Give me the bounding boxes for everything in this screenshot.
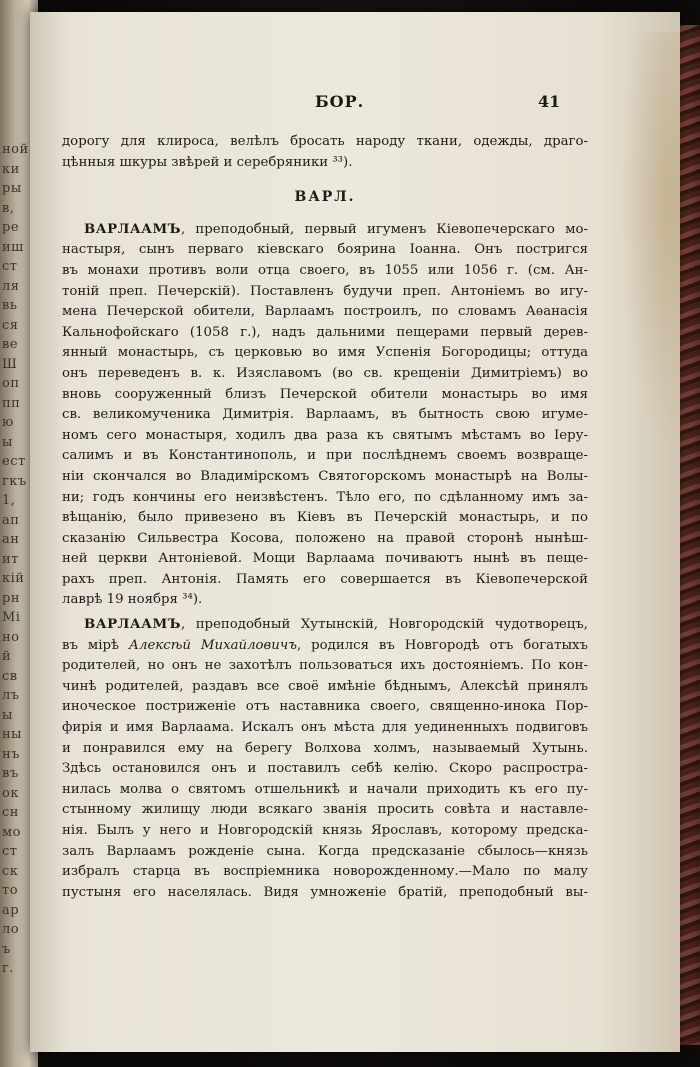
left-page-fragment: лъ (2, 688, 20, 703)
entry-body (62, 240, 588, 590)
left-page-fragment: гкъ (2, 473, 27, 489)
text-line: св. великомученика Димитрія. Варлаамъ, въ бытность свою игуме- (62, 407, 588, 423)
text-line: янный монастырь, съ церковью во имя Успенія Богородицы; оттуда (62, 345, 588, 361)
left-page-fragment: но (2, 629, 20, 645)
text-line: вѣщанію, было привезено въ Кіевъ въ Печерскій монастырь, и по (62, 510, 588, 526)
text-line: фирія и имя Варлаама. Искалъ онъ мѣста для уединенныхъ подвиговъ (62, 720, 588, 736)
left-page-fragment: пп (2, 395, 21, 411)
left-page-fragment: ы (2, 434, 13, 450)
left-page-fragment: вь (2, 298, 18, 313)
left-page-fragment: ъ (2, 941, 11, 957)
text-line: тоній преп. Печерскій). Поставленъ будучи преп. Антоніемъ во игу- (62, 283, 588, 299)
text-line: нія. Былъ у него и Новгородскій князь Ярославъ, которому предска- (62, 823, 588, 838)
text-line: чинѣ родителей, раздавъ все своё имѣніе бѣднымъ, Алексѣй принялъ (62, 678, 588, 694)
left-page-fragment: г. (2, 961, 14, 976)
entry-first-line (62, 615, 588, 636)
text-line: ніи скончался во Владимірскомъ Святогорскомъ монастырѣ на Волы- (62, 468, 588, 484)
left-page-fragment: ит (2, 551, 19, 567)
left-page-fragment: ст (2, 259, 18, 274)
left-page-fragment: ре (2, 220, 20, 235)
text-line: цѣнныя шкуры звѣрей и серебряники ³³). (62, 154, 353, 170)
text-line: ни; годъ кончины его неизвѣстенъ. Тѣло его, по сдѣланному имъ за- (62, 489, 588, 505)
left-page-fragment: ан (2, 532, 20, 547)
text-line: пустыня его населялась. Видя умноженіе братій, преподобный вы- (62, 884, 588, 900)
text-line: стынному жилищу люди всякаго званія просить совѣта и наставле- (62, 802, 588, 818)
left-page-fragment: ля (2, 278, 20, 294)
left-page-fragment: иш (2, 239, 24, 255)
running-head: БОР. (315, 92, 365, 111)
text-line: вновь сооруженный близъ Печерской обители монастырь во имя (62, 386, 588, 402)
text-line: Кальнофойскаго (1058 г.), надъ дальними пещерами первый дерев- (62, 324, 588, 340)
left-page-fragment: ся (2, 317, 19, 333)
left-page-fragment: кій (2, 571, 25, 586)
entry-first-line-rest: , преподобный, первый игуменъ Кіевопечерскаго мо- (180, 221, 588, 237)
left-page-fragment: в, (2, 200, 15, 216)
text-line: лаврѣ 19 ноября ³⁴). (62, 592, 203, 608)
left-page-fragment: ст (2, 844, 18, 859)
text-line: Здѣсь остановился онъ и поставилъ себѣ келію. Скоро распростра- (62, 761, 588, 777)
text-line: избралъ старца въ воспріемника новорожденному.—Мало по малу (62, 864, 588, 880)
entry-first-line (62, 220, 588, 241)
entry-second-line (62, 636, 588, 657)
text-line: настыря, сынъ перваго кіевскаго боярина Іоанна. Онъ постригся (62, 242, 588, 258)
text-line: номъ сего монастыря, ходилъ два раза къ святымъ мѣстамъ во Іеру- (62, 427, 588, 443)
left-page-fragment: ны (2, 727, 23, 742)
text-line: онъ переведенъ в. к. Изяславомъ (во св. крещеніи Димитріемъ) во (62, 365, 588, 381)
left-page-fragment: оп (2, 376, 20, 391)
left-page-fragment: нъ (2, 746, 20, 762)
left-page-fragment: ры (2, 181, 22, 196)
section-heading: ВАРЛ. (294, 189, 356, 206)
entry-lead-word: ВАРЛААМЪ (84, 221, 181, 237)
text-line: залъ Варлаамъ рожденіе сына. Когда предсказаніе сбылось—князь (62, 843, 588, 859)
left-page-fragment: ло (2, 922, 20, 937)
text-line: ней церкви Антоніевой. Мощи Варлаама почиваютъ нынѣ въ пеще- (62, 551, 588, 567)
entry-first-line-rest: , преподобный Хутынскій, Новгородскій чудотворецъ, (180, 617, 588, 633)
left-page-fragment: ки (2, 161, 20, 177)
text-line: салимъ и въ Константинополь, и при послѣднемъ своемъ возвраще- (62, 448, 588, 464)
left-page-fragment: рн (2, 590, 20, 606)
left-page-fragment: ной (2, 142, 29, 157)
book-page (30, 12, 680, 1052)
entry-lead-word: ВАРЛААМЪ (84, 617, 181, 633)
left-page-fragment: сн (2, 805, 19, 820)
left-page-fragment: 1, (2, 493, 16, 508)
text-line: и понравился ему на берегу Волхова холмъ, называемый Хутынь. (62, 740, 588, 756)
text-line: въ монахи противъ воли отца своего, въ 1055 или 1056 г. (см. Ан- (62, 262, 588, 278)
left-page-fragment: то (2, 883, 19, 898)
left-page-fragment: св (2, 668, 18, 684)
text-fragment: въ мірѣ (62, 637, 129, 653)
left-page-fragment: й (2, 649, 12, 664)
left-page-fragment: мо (2, 824, 21, 840)
text-line: нилась молва о святомъ отшельникѣ и начали приходить къ его пу- (62, 781, 588, 797)
left-page-fragment: въ (2, 766, 19, 781)
text-fragment: , родился въ Новгородѣ отъ богатыхъ (297, 637, 588, 653)
left-page-fragment: ар (2, 902, 20, 918)
text-line: мена Печерской обители, Варлаамъ построилъ, по словамъ Аѳанасія (62, 304, 588, 320)
text-line: рахъ преп. Антонія. Память его совершается въ Кіевопечерской (62, 571, 588, 587)
left-page-fragment: Мі (2, 610, 21, 625)
left-page-fragment: ест (2, 454, 26, 469)
left-page-fragment: ск (2, 863, 19, 879)
text-line: иноческое постриженіе отъ наставника своего, священно-инока Пор- (62, 699, 588, 715)
left-page-fragment: ю (2, 415, 14, 430)
italic-name: Алексѣй Михайловичъ (128, 637, 297, 653)
left-page-fragment: ве (2, 337, 19, 352)
left-page-fragment: Ш (2, 356, 18, 372)
page-header (30, 92, 680, 116)
left-page-fragment: ы (2, 707, 13, 723)
text-line: дорогу для клироса, велѣлъ бросать народу ткани, одежды, драго- (62, 134, 588, 149)
left-page-fragment: ок (2, 785, 19, 801)
entry-body (62, 656, 588, 903)
page-text (62, 132, 588, 903)
text-line: родителей, но онъ не захотѣлъ пользоваться ихъ достояніемъ. По кон- (62, 658, 588, 674)
text-line: сказанію Сильвестра Косова, положено на правой сторонѣ нынѣш- (62, 530, 588, 546)
page-number: 41 (538, 92, 561, 111)
left-page-fragment: ап (2, 512, 20, 528)
